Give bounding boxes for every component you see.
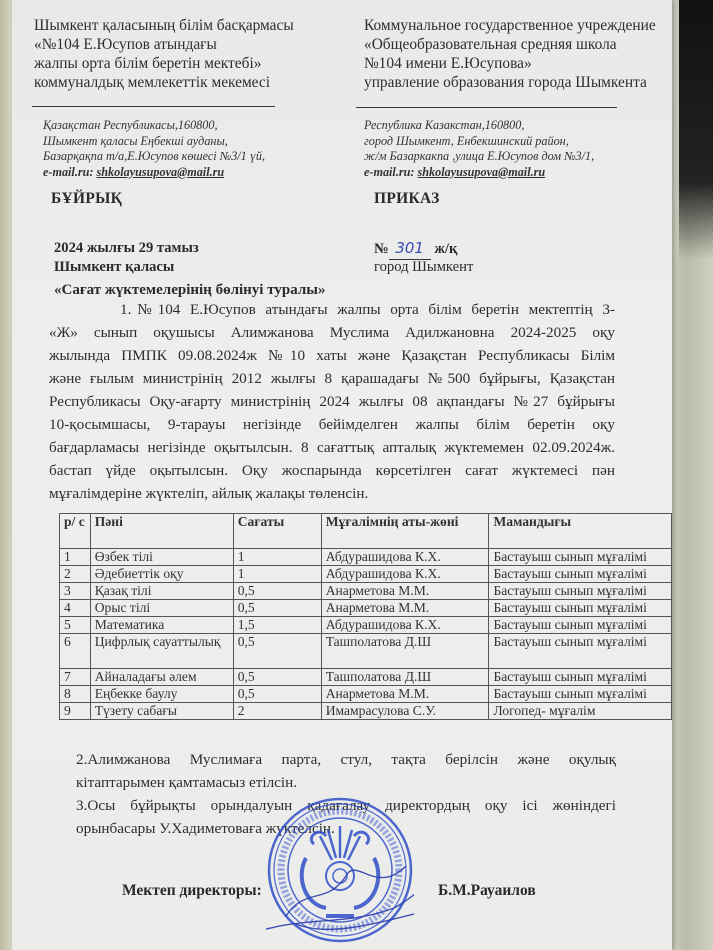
order-subject: «Сағат жүктемелерінің бөлінуі туралы» <box>54 282 326 298</box>
address-left-line: Шымкент қаласы Еңбекші ауданы, <box>43 133 228 148</box>
cell-number: 5 <box>60 617 91 634</box>
cell-subject: Әдебиеттік оқу <box>90 566 233 583</box>
signature-name: Б.М.Рауаилов <box>438 882 536 899</box>
paragraph-line: орынбасары У.Хадиметоваға жүктелсін. <box>76 820 335 837</box>
paragraph-line: Республикасы Оқу-ағарту министрінің 2024 жылғы 08 ақпандағы №27 бұйрығы <box>49 393 615 410</box>
cell-number: 6 <box>60 634 91 669</box>
order-number-field <box>389 239 431 260</box>
table-row <box>60 686 672 703</box>
cell-specialty: Бастауыш сынып мұғалімі <box>489 566 672 583</box>
address-right-line: ж/м Базаркакпа ,улица Е.Юсупов дом №3/1, <box>364 149 595 163</box>
table-row <box>60 566 672 583</box>
cell-hours: 0,5 <box>233 600 321 617</box>
cell-teacher: Анарметова М.М. <box>321 600 489 617</box>
header-left-line: коммуналдық мемлекеттік мекемесі <box>34 74 271 91</box>
table-row <box>60 617 672 634</box>
official-stamp-icon <box>266 796 414 944</box>
header-right-divider <box>356 107 617 108</box>
address-right <box>364 118 594 180</box>
cell-hours: 1,5 <box>233 617 321 634</box>
signature-role: Мектеп директоры: <box>122 882 262 899</box>
paragraph-line: 3.Осы бұйрықты орындалуын қадағалау директордың оқу ісі жөніндегі <box>76 797 616 814</box>
cell-subject: Қазақ тілі <box>90 583 233 600</box>
cell-specialty: Бастауыш сынып мұғалімі <box>489 634 672 669</box>
email-label: e-mail.ru: <box>43 164 94 179</box>
cell-hours: 0,5 <box>233 634 321 669</box>
cell-hours: 2 <box>233 703 321 720</box>
header-left <box>34 16 294 92</box>
email-left <box>43 165 265 181</box>
cell-specialty: Бастауыш сынып мұғалімі <box>489 686 672 703</box>
table-row <box>60 600 672 617</box>
cell-hours: 0,5 <box>233 669 321 686</box>
cell-specialty: Бастауыш сынып мұғалімі <box>489 617 672 634</box>
cell-teacher: Ташполатова Д.Ш <box>321 669 489 686</box>
paragraph-line: бастап үйде оқытылсын. Оқу жоспарында көрсетілген сағат жүктемесі пән <box>49 462 615 479</box>
order-date: 2024 жылғы 29 тамыз <box>54 240 199 256</box>
cell-teacher: Абдурашидова К.Х. <box>321 566 489 583</box>
col-header-specialty: Мамандығы <box>489 514 672 549</box>
address-left-line: Базарқақпа т/а,Е.Юсупов көшесі №3/1 үй, <box>43 149 266 163</box>
cell-hours: 1 <box>233 566 321 583</box>
cell-number: 1 <box>60 549 91 566</box>
cell-specialty: Бастауыш сынып мұғалімі <box>489 669 672 686</box>
header-right-line: №104 имени Е.Юсупова» <box>364 55 532 72</box>
email-label: e-mail.ru: <box>364 164 415 179</box>
table-row <box>60 583 672 600</box>
paragraph-line: 1.№104 Е.Юсупов атындағы жалпы орта білім беретін мектептің 3- <box>120 301 615 318</box>
cell-subject: Орыс тілі <box>90 600 233 617</box>
cell-specialty: Логопед- мұғалім <box>489 703 672 720</box>
table-row <box>60 634 672 669</box>
cell-number: 3 <box>60 583 91 600</box>
col-header-hours: Сағаты <box>233 514 321 549</box>
doc-title-ru: ПРИКАЗ <box>374 190 440 207</box>
cell-subject: Цифрлық сауаттылық <box>90 634 233 669</box>
cell-hours: 1 <box>233 549 321 566</box>
col-header-subject: Пәні <box>90 514 233 549</box>
table-header-row <box>60 514 672 549</box>
header-left-line: Шымкент қаласының білім басқармасы <box>34 17 294 34</box>
order-number-suffix: ж/қ <box>434 241 458 257</box>
cell-subject: Айналадағы әлем <box>90 669 233 686</box>
paragraph-line: бағдарламасы негізінде оқытылсын. 8 сағаттық апталық жүктемемен 02.09.2024ж. <box>49 439 615 456</box>
paragraph-line: «Ж» сынып оқушысы Алимжанова Муслима Адилжановна 2024-2025 оқу <box>49 324 615 341</box>
cell-teacher: Абдурашидова К.Х. <box>321 549 489 566</box>
address-left-line: Қазақстан Республикасы,160800, <box>43 118 218 132</box>
header-right-line: Коммунальное государственное учреждение <box>364 17 656 34</box>
cell-hours: 0,5 <box>233 583 321 600</box>
table-row <box>60 703 672 720</box>
paragraph-line: мұғалімдеріне жүктеліп, айлық жалақы төленсін. <box>49 485 369 502</box>
order-city-ru: город Шымкент <box>374 259 474 275</box>
paragraph-2 <box>76 748 616 794</box>
cell-subject: Түзету сабағы <box>90 703 233 720</box>
cell-teacher: Имамрасулова С.У. <box>321 703 489 720</box>
address-right-line: Республика Казакстан,160800, <box>364 118 525 132</box>
order-city-kk: Шымкент қаласы <box>54 259 175 275</box>
table-row <box>60 669 672 686</box>
cell-number: 8 <box>60 686 91 703</box>
background-shadow <box>679 0 713 260</box>
paragraph-line: 10-қосымшасы, 9-тарауы негізінде бейімделген жалпы білім беретін оқу <box>49 416 615 433</box>
cell-subject: Еңбекке баулу <box>90 686 233 703</box>
order-number-handwritten: 301 <box>395 239 424 257</box>
paragraph-line: 2.Алимжанова Муслимаға парта, стул, тақта берілсін және оқулық <box>76 751 616 768</box>
header-left-line: «№104 Е.Юсупов атындағы <box>34 36 217 53</box>
cell-number: 2 <box>60 566 91 583</box>
email-right <box>364 165 594 181</box>
order-number-prefix: № <box>374 241 389 257</box>
cell-specialty: Бастауыш сынып мұғалімі <box>489 600 672 617</box>
col-header-number: р/ с <box>60 514 91 549</box>
address-left <box>43 118 265 180</box>
header-right-line: управление образования города Шымкента <box>364 74 647 91</box>
paragraph-1 <box>49 298 615 505</box>
cell-specialty: Бастауыш сынып мұғалімі <box>489 583 672 600</box>
document-page <box>12 0 672 950</box>
cell-teacher: Абдурашидова К.Х. <box>321 617 489 634</box>
cell-number: 7 <box>60 669 91 686</box>
cell-teacher: Ташполатова Д.Ш <box>321 634 489 669</box>
table-row <box>60 549 672 566</box>
email-link[interactable]: shkolayusupova@mail.ru <box>96 164 225 179</box>
col-header-teacher: Мұғалімнің аты-жөні <box>321 514 489 549</box>
header-right-line: «Общеобразовательная средняя школа <box>364 36 617 53</box>
paragraph-line: кітаптарымен қамтамасыз етілсін. <box>76 774 298 791</box>
cell-specialty: Бастауыш сынып мұғалімі <box>489 549 672 566</box>
cell-subject: Математика <box>90 617 233 634</box>
cell-number: 4 <box>60 600 91 617</box>
header-left-line: жалпы орта білім беретін мектебі» <box>34 55 262 72</box>
order-number <box>374 239 457 260</box>
hours-table <box>59 513 672 720</box>
cell-hours: 0,5 <box>233 686 321 703</box>
email-link[interactable]: shkolayusupova@mail.ru <box>417 164 546 179</box>
cell-teacher: Анарметова М.М. <box>321 583 489 600</box>
cell-teacher: Анарметова М.М. <box>321 686 489 703</box>
address-right-line: город Шымкент, Енбекшинский район, <box>364 133 569 148</box>
cell-number: 9 <box>60 703 91 720</box>
paragraph-line: жылында ПМПК 09.08.2024ж №10 хаты және Қазақстан Республикасы Білім <box>49 347 615 364</box>
header-left-divider <box>32 106 275 107</box>
cell-subject: Өзбек тілі <box>90 549 233 566</box>
header-right <box>364 16 656 92</box>
doc-title-kk: БҰЙРЫҚ <box>51 190 123 207</box>
paragraph-line: және ғылым министрінің 2012 жылғы 8 қарашадағы №500 бұйрығы, Қазақстан <box>49 370 615 387</box>
